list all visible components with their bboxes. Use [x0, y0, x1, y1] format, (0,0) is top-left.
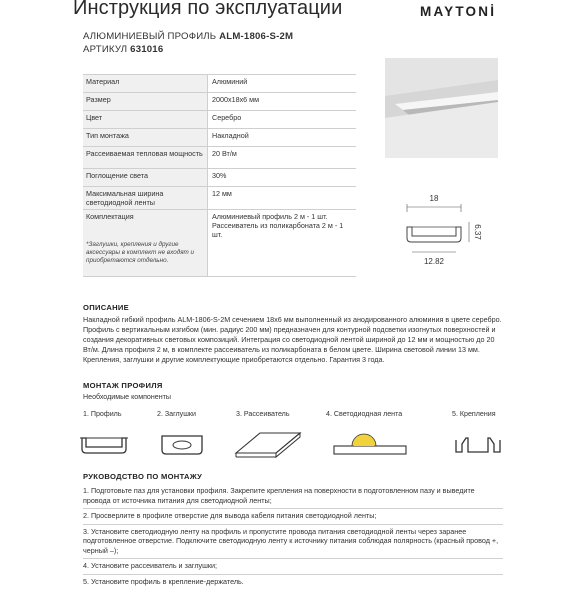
led-strip-icon	[328, 428, 412, 462]
spec-key: Комплектация	[86, 212, 204, 221]
profile-dimension-drawing	[395, 192, 495, 267]
spec-value: 12 мм	[208, 187, 357, 210]
component-label: 2. Заглушки	[157, 410, 196, 418]
diffuser-icon	[232, 427, 304, 461]
article-prefix: АРТИКУЛ	[83, 44, 130, 55]
dim-height: 6.37	[473, 224, 482, 240]
table-row	[83, 187, 356, 210]
spec-key: Материал	[83, 75, 208, 93]
spec-value: Алюминий	[208, 75, 357, 93]
spec-value: 20 Вт/м	[208, 147, 357, 169]
table-row	[83, 129, 356, 147]
spec-value: Алюминиевый профиль 2 м - 1 шт. Рассеиватель из поликарбоната 2 м - 1 шт.	[208, 210, 357, 277]
guide-steps	[83, 484, 503, 589]
description-text: Накладной гибкий профиль ALM-1806-S-2M сечением 18х6 мм выполненный из анодированного алюминия в цвете серебро. Профиль с вертикальным изгибом (мин. радиус 200 мм) предназначен для контурной подсветки изогнутых поверхностей и создания декоративных световых композиций. Интеграция со светодиодной лентой шириной до 12 мм и мощностью до 20 Вт/м. Длина профиля 2 м, в комплекте рассеиватель из поликарбоната в белом цвете. Ширина световой линии 13 мм. Крепления, заглушки и другие комплектующие приобретаются отдельно. Гарантия 3 года.	[83, 315, 503, 365]
list-item: 1. Подготовьте паз для установки профиля. Закрепите крепления на поверхности в подготовленном пазу и выведите провода от источника питания для светодиодной ленты;	[83, 484, 503, 508]
list-item: 2. Просверлите в профиле отверстие для вывода кабеля питания светодиодной ленты;	[83, 508, 503, 524]
component-label: 4. Светодиодная лента	[326, 410, 402, 418]
table-row	[83, 111, 356, 129]
table-row	[83, 169, 356, 187]
mounting-clip-icon	[452, 430, 504, 460]
spec-key: Тип монтажа	[83, 129, 208, 147]
spec-key: Поглощение света	[83, 169, 208, 187]
dim-inner: 12.82	[424, 257, 445, 266]
spec-key: Размер	[83, 93, 208, 111]
spec-key-cell	[83, 210, 208, 277]
product-prefix: АЛЮМИНИЕВЫЙ ПРОФИЛЬ	[83, 31, 219, 42]
spec-key: Цвет	[83, 111, 208, 129]
product-photo	[385, 58, 498, 158]
table-row	[83, 93, 356, 111]
spec-note: *Заглушки, крепления и другие аксессуары в комплект не входят и приобретаются отдельно.	[86, 241, 204, 265]
component-label: 1. Профиль	[83, 410, 122, 418]
list-item: 5. Установите профиль в крепление-держатель.	[83, 574, 503, 589]
product-model: ALM-1806-S-2M	[219, 31, 293, 42]
dim-width: 18	[430, 194, 439, 203]
list-item: 3. Установите светодиодную ленту на профиль и пропустите провода питания светодиодной ленты через заранее подготовленное отверстие. Подключите светодиодную ленту к источнику питания соблюдая полярность (красный провод +, черный –);	[83, 524, 503, 559]
list-item: 4. Установите рассеиватель и заглушки;	[83, 558, 503, 574]
article-line	[83, 44, 163, 55]
table-row	[83, 210, 356, 277]
spec-value: 2000х18х6 мм	[208, 93, 357, 111]
product-name	[83, 31, 293, 42]
component-label: 3. Рассеиватель	[236, 410, 290, 418]
table-row	[83, 147, 356, 169]
profile-icon	[78, 430, 130, 460]
table-row	[83, 75, 356, 93]
spec-value: Серебро	[208, 111, 357, 129]
spec-value: Накладной	[208, 129, 357, 147]
mounting-subheading: Необходимые компоненты	[83, 393, 171, 401]
brand-logo: MAYTONİ	[420, 4, 496, 19]
spec-key: Максимальная ширина светодиодной ленты	[83, 187, 208, 210]
mounting-heading: МОНТАЖ ПРОФИЛЯ	[83, 381, 163, 390]
guide-heading: РУКОВОДСТВО ПО МОНТАЖУ	[83, 472, 202, 481]
spec-key: Рассеиваемая тепловая мощность	[83, 147, 208, 169]
component-label: 5. Крепления	[452, 410, 496, 418]
page-title: Инструкция по эксплуатации	[73, 0, 342, 20]
description-heading: ОПИСАНИЕ	[83, 303, 129, 312]
spec-table	[83, 74, 356, 277]
end-cap-icon	[158, 432, 206, 458]
spec-value: 30%	[208, 169, 357, 187]
article-number: 631016	[130, 44, 163, 55]
